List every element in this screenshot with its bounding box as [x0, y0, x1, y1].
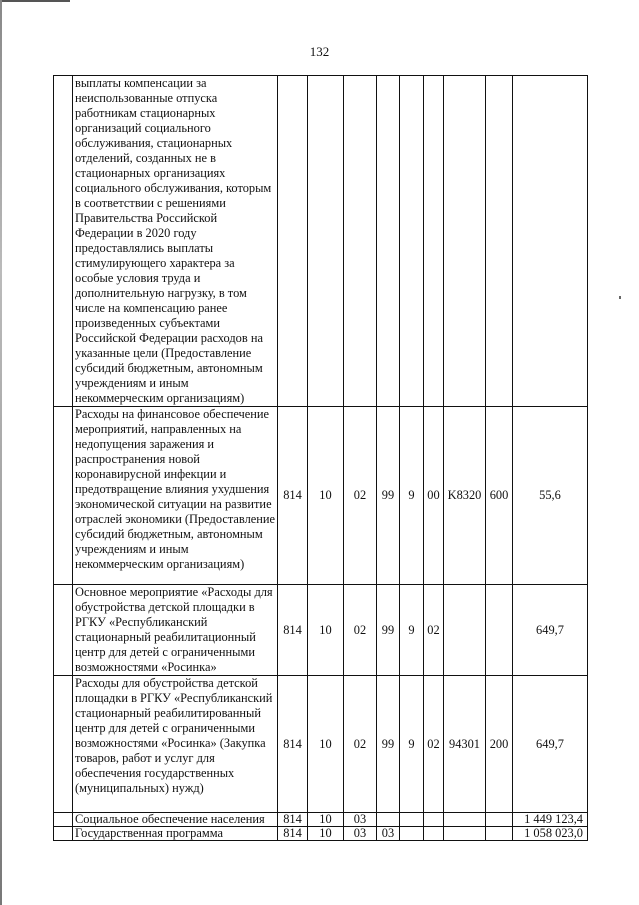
table-row	[54, 827, 588, 841]
event-code-cell: 00	[424, 407, 444, 585]
page-number: 132	[309, 44, 330, 59]
description-cell: Расходы для обустройства детской площадки в РГКУ «Республиканский стационарный реабилитированный центр для детей с ограниченными возможностями «Росинка» (Закупка товаров, работ и услуг для обеспечения государственных (муниципальных) нужд)	[73, 676, 278, 813]
direction-code-cell	[444, 827, 486, 841]
section-code-cell: 10	[308, 676, 344, 813]
subsection-code-cell	[344, 76, 377, 407]
description-cell: Основное мероприятие «Расходы для обустройства детской площадки в РГКУ «Республиканский стационарный реабилитационный центр для детей с ограниченными возможностями «Росинка»	[73, 585, 278, 676]
scan-speck	[619, 296, 621, 299]
amount-cell: 1 058 023,0	[513, 827, 588, 841]
program-code-cell	[377, 76, 400, 407]
amount-cell: 1 449 123,4	[513, 813, 588, 827]
row-number-cell	[54, 676, 73, 813]
table-row	[54, 407, 588, 585]
table-row	[54, 585, 588, 676]
row-number-cell	[54, 407, 73, 585]
subsection-code-cell: 02	[344, 676, 377, 813]
section-code-cell: 10	[308, 813, 344, 827]
subprogram-code-cell	[400, 76, 424, 407]
program-code-cell: 99	[377, 676, 400, 813]
program-code-cell: 99	[377, 585, 400, 676]
event-code-cell: 02	[424, 676, 444, 813]
subprogram-code-cell: 9	[400, 407, 424, 585]
section-code-cell: 10	[308, 407, 344, 585]
direction-code-cell	[444, 813, 486, 827]
amount-cell: 649,7	[513, 676, 588, 813]
ministry-code-cell: 814	[278, 585, 308, 676]
subprogram-code-cell	[400, 827, 424, 841]
section-code-cell: 10	[308, 585, 344, 676]
subprogram-code-cell: 9	[400, 676, 424, 813]
subsection-code-cell: 03	[344, 813, 377, 827]
event-code-cell	[424, 827, 444, 841]
expense-type-code-cell	[486, 813, 513, 827]
row-number-cell	[54, 76, 73, 407]
ministry-code-cell: 814	[278, 407, 308, 585]
table-row	[54, 813, 588, 827]
subprogram-code-cell: 9	[400, 585, 424, 676]
subsection-code-cell: 02	[344, 407, 377, 585]
description-cell: выплаты компенсации за неиспользованные отпуска работникам стационарных организаций социального обслуживания, стационарных отделений, созданных не в стационарных организациях социального обслуживания, которым в соответствии с решениями Правительства Российской Федерации в 2020 году предоставлялись выплаты стимулирующего характера за особые условия труда и дополнительную нагрузку, в том числе на компенсацию ранее произведенных субъектами Российской Федерации расходов на указанные цели (Предоставление субсидий бюджетным, автономным учреждениям и иным некоммерческим организациям)	[73, 76, 278, 407]
row-number-cell	[54, 585, 73, 676]
table-row	[54, 676, 588, 813]
table-row	[54, 76, 588, 407]
direction-code-cell	[444, 76, 486, 407]
expense-type-code-cell	[486, 585, 513, 676]
amount-cell	[513, 76, 588, 407]
ministry-code-cell: 814	[278, 813, 308, 827]
ministry-code-cell	[278, 76, 308, 407]
direction-code-cell	[444, 585, 486, 676]
scan-edge-left	[0, 0, 2, 905]
subprogram-code-cell	[400, 813, 424, 827]
expense-type-code-cell	[486, 76, 513, 407]
subsection-code-cell: 02	[344, 585, 377, 676]
expense-type-code-cell: 200	[486, 676, 513, 813]
amount-cell: 55,6	[513, 407, 588, 585]
program-code-cell	[377, 813, 400, 827]
event-code-cell	[424, 813, 444, 827]
event-code-cell	[424, 76, 444, 407]
ministry-code-cell: 814	[278, 676, 308, 813]
expense-type-code-cell	[486, 827, 513, 841]
row-number-cell	[54, 813, 73, 827]
ministry-code-cell: 814	[278, 827, 308, 841]
description-cell: Государственная программа	[73, 827, 278, 841]
amount-cell: 649,7	[513, 585, 588, 676]
program-code-cell: 03	[377, 827, 400, 841]
row-number-cell	[54, 827, 73, 841]
direction-code-cell: K8320	[444, 407, 486, 585]
program-code-cell: 99	[377, 407, 400, 585]
event-code-cell: 02	[424, 585, 444, 676]
direction-code-cell: 94301	[444, 676, 486, 813]
scan-edge-top	[0, 0, 70, 2]
description-cell: Социальное обеспечение населения	[73, 813, 278, 827]
section-code-cell	[308, 76, 344, 407]
description-cell: Расходы на финансовое обеспечение мероприятий, направленных на недопущения заражения и распространения новой коронавирусной инфекции и предотвращение влияния ухудшения экономической ситуации на развитие отраслей экономики (Предоставление субсидий бюджетным, автономным учреждениям и иным некоммерческим организациям)	[73, 407, 278, 585]
expense-type-code-cell: 600	[486, 407, 513, 585]
subsection-code-cell: 03	[344, 827, 377, 841]
section-code-cell: 10	[308, 827, 344, 841]
budget-table	[53, 75, 588, 841]
